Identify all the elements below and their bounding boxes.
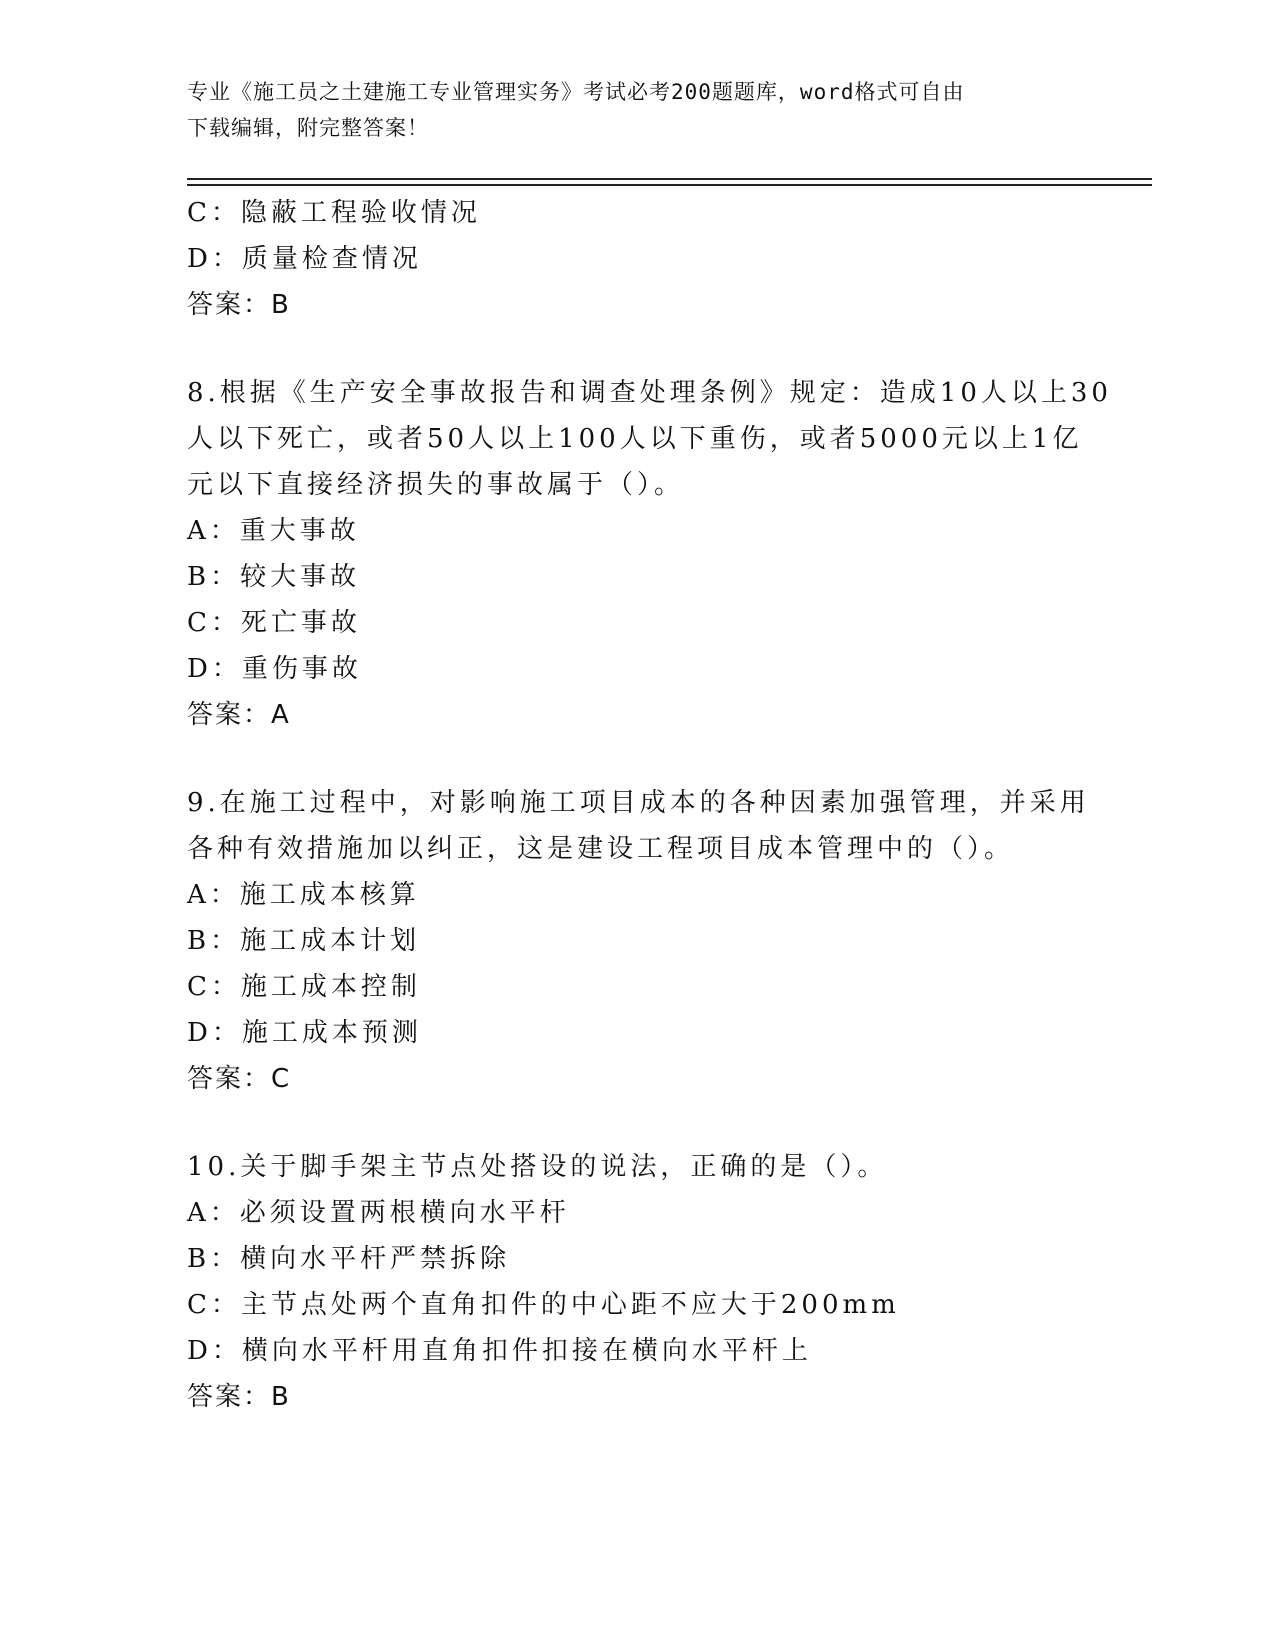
header-divider-top [187, 178, 1152, 180]
question-stem-line: 9.在施工过程中，对影响施工项目成本的各种因素加强管理，并采用 [187, 788, 1090, 818]
header-line-1: 专业《施工员之土建施工专业管理实务》考试必考200题题库，word格式可自由 [187, 80, 965, 104]
option-d: D：施工成本预测 [187, 1018, 422, 1048]
question-9 [187, 780, 1090, 1102]
question-stem-line: 8.根据《生产安全事故报告和调查处理条例》规定：造成10人以上30 [187, 378, 1112, 408]
answer-line: 答案：A [187, 700, 291, 730]
header-line-2: 下载编辑，附完整答案！ [187, 116, 429, 140]
option-d: D：横向水平杆用直角扣件扣接在横向水平杆上 [187, 1336, 812, 1366]
option-a: A：重大事故 [187, 516, 360, 546]
document-body [187, 190, 1112, 1420]
option-c: C：隐蔽工程验收情况 [187, 198, 481, 228]
document-header [187, 74, 1087, 146]
option-c: C：施工成本控制 [187, 972, 421, 1002]
answer-line: 答案：B [187, 1382, 291, 1412]
option-b: B：横向水平杆严禁拆除 [187, 1244, 511, 1274]
option-c: C：主节点处两个直角扣件的中心距不应大于200mm [187, 1290, 900, 1320]
answer-line: 答案：B [187, 290, 291, 320]
question-10 [187, 1144, 1087, 1420]
question-stem-line: 人以下死亡，或者50人以上100人以下重伤，或者5000元以上1亿 [187, 424, 1083, 454]
question-stem-line: 各种有效措施加以纠正，这是建设工程项目成本管理中的（）。 [187, 834, 1015, 864]
option-a: A：必须设置两根横向水平杆 [187, 1198, 570, 1228]
question-7-tail [187, 190, 1087, 328]
option-c: C：死亡事故 [187, 608, 361, 638]
option-b: B：施工成本计划 [187, 926, 421, 956]
header-divider-bottom [187, 184, 1152, 186]
question-stem-line: 10.关于脚手架主节点处搭设的说法，正确的是（）。 [187, 1152, 888, 1182]
answer-line: 答案：C [187, 1064, 292, 1094]
option-b: B：较大事故 [187, 562, 361, 592]
question-stem-line: 元以下直接经济损失的事故属于（）。 [187, 470, 685, 500]
question-8 [187, 370, 1112, 738]
option-d: D：质量检查情况 [187, 244, 422, 274]
option-a: A：施工成本核算 [187, 880, 420, 910]
option-d: D：重伤事故 [187, 654, 362, 684]
